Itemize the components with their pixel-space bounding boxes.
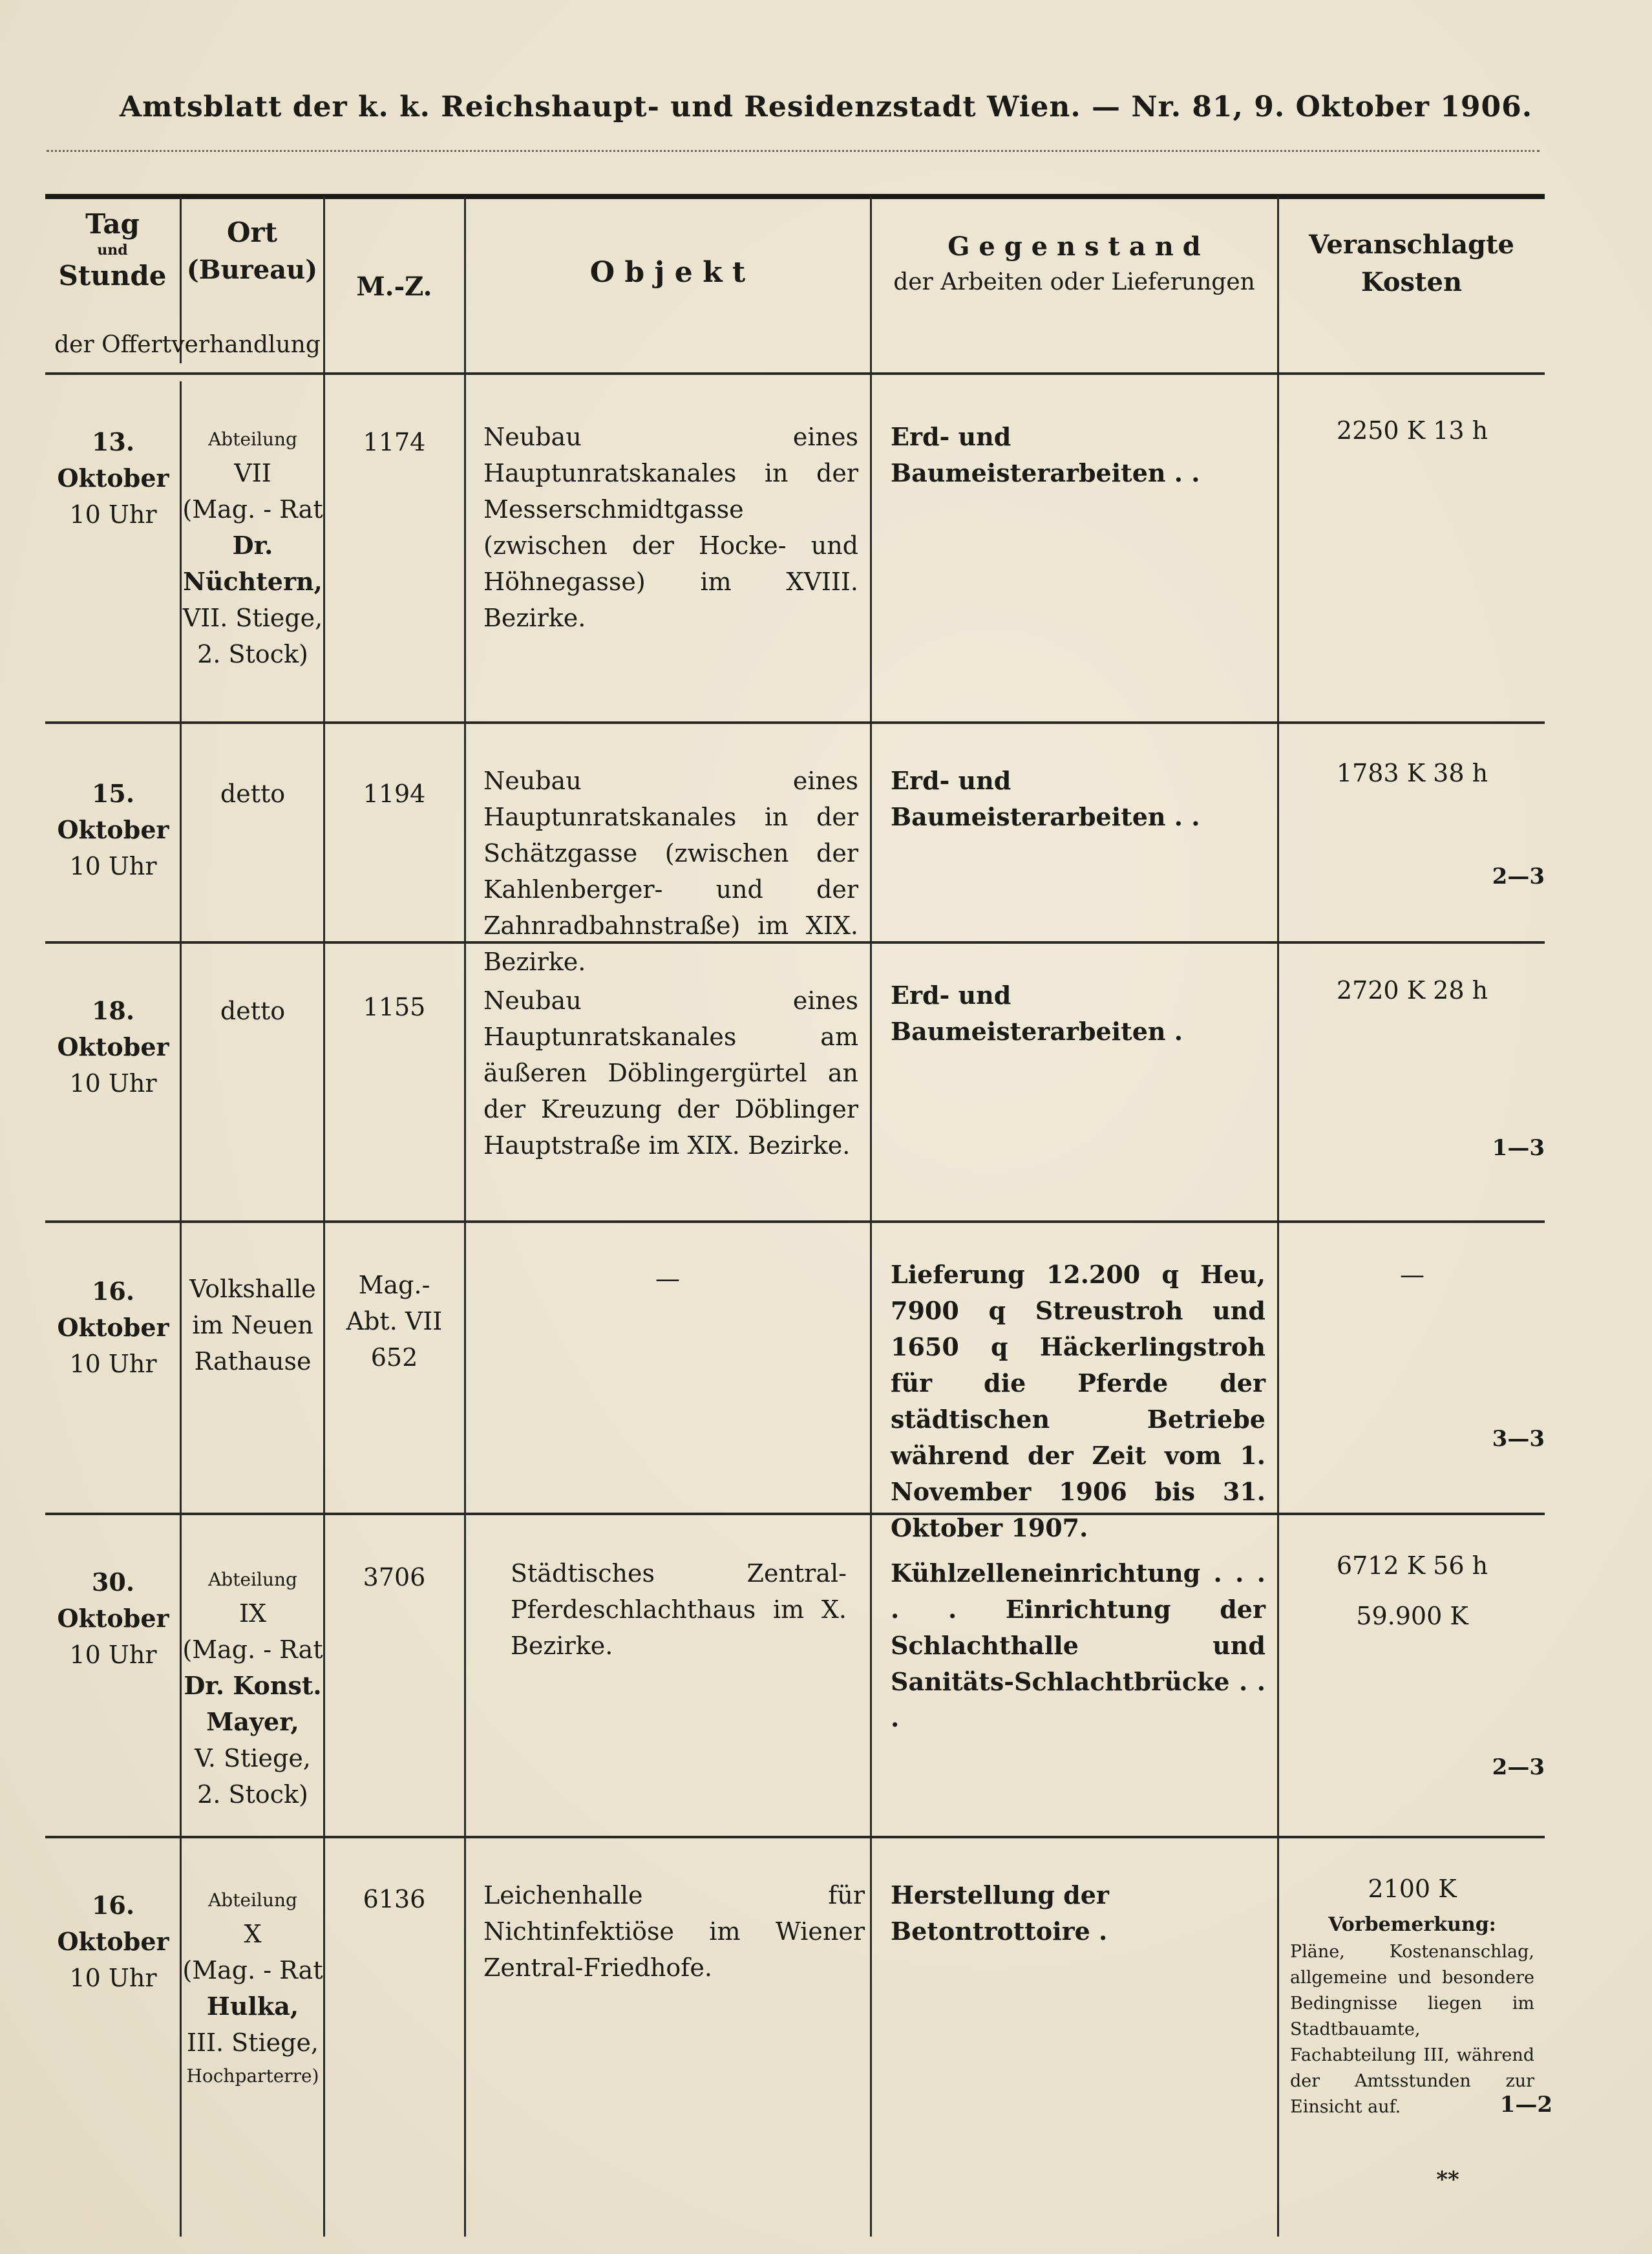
- place-line: V. Stiege,: [195, 1744, 311, 1772]
- row-date: 16. Oktober: [57, 1891, 169, 1956]
- col-divider-4: [870, 197, 872, 2237]
- row-gegenstand: Lieferung 12.200 q Heu, 7900 q Streustroh und 1650 q Häckerlingstroh für die Pferde der städtischen Betriebe während der Zeit vom 1. November 1906 bis 31. Oktober 1907.: [891, 1260, 1265, 1542]
- header-place: [181, 213, 323, 288]
- place-line: Mayer,: [206, 1707, 299, 1736]
- row-place: detto: [220, 780, 286, 808]
- place-line: Dr.: [232, 531, 273, 560]
- row-marker: 1—3: [1492, 1135, 1545, 1161]
- row-time: 10 Uhr: [69, 500, 157, 529]
- row-kosten-1: 2100 K: [1368, 1875, 1457, 1903]
- row-kosten: 2250 K 13 h: [1336, 416, 1488, 445]
- row-kosten-1: 6712 K 56 h: [1336, 1551, 1488, 1580]
- row-gegenstand: Kühlzelleneinrichtung . . . . . Einrichtung der Schlachthalle und Sanitäts-Schlachtbrücke . . .: [891, 1558, 1265, 1732]
- header-objekt: O b j e k t: [589, 256, 746, 289]
- header-bottom-rule: [45, 372, 1545, 375]
- header-date-line3: Stunde: [58, 260, 167, 292]
- row-place: [182, 1271, 323, 1379]
- header-gegenstand-line2: der Arbeiten oder Lieferungen: [893, 269, 1255, 295]
- place-line: 2. Stock): [197, 640, 308, 668]
- col-divider-2: [323, 197, 325, 2237]
- row-place: [182, 1564, 323, 1813]
- row-kosten-2: 59.900 K: [1356, 1602, 1468, 1630]
- place-line: III. Stiege,: [186, 2028, 319, 2057]
- table-row-date: [45, 424, 181, 533]
- row-time: 10 Uhr: [69, 1641, 157, 1669]
- row-time: 10 Uhr: [69, 852, 157, 880]
- place-line: VII. Stiege,: [182, 604, 323, 632]
- row-objekt: Leichenhalle für Nichtinfektiöse im Wiener Zentral-Friedhofe.: [483, 1881, 865, 1982]
- row-kosten: 1783 K 38 h: [1336, 759, 1488, 787]
- row-gegenstand: Herstellung der Betontrottoire .: [891, 1880, 1109, 1946]
- header-kosten-line2: Kosten: [1361, 267, 1463, 297]
- place-line: Abteilung: [208, 429, 297, 450]
- row-objekt: Neubau eines Hauptunratskanales am äußeren Döblingergürtel an der Kreuzung der Döblinger Hauptstraße im XIX. Bezirke.: [483, 986, 858, 1160]
- row-date: 30. Oktober: [57, 1568, 169, 1633]
- row-date: 18. Oktober: [57, 996, 169, 1061]
- row-kosten: [1280, 1547, 1545, 1634]
- place-line: Abteilung: [208, 1569, 297, 1590]
- row-time: 10 Uhr: [69, 1069, 157, 1098]
- header-place-line1: Ort: [226, 217, 278, 248]
- row-mz: 1155: [363, 993, 426, 1021]
- table-row-date: [45, 1273, 181, 1382]
- row-kosten: —: [1400, 1260, 1424, 1289]
- row-objekt: —: [655, 1264, 680, 1293]
- header-mz: M.-Z.: [356, 271, 432, 302]
- row-divider-5: [45, 1836, 1545, 1838]
- header-rule: [47, 150, 1540, 152]
- place-line: (Mag. - Rat: [182, 1956, 323, 1984]
- row-mz: 1194: [363, 780, 426, 808]
- row-time: 10 Uhr: [69, 1964, 157, 1992]
- row-mz: 6136: [363, 1885, 426, 1913]
- table-row-date: [45, 993, 181, 1101]
- place-line: (Mag. - Rat: [182, 495, 323, 524]
- row-mz: 3706: [363, 1563, 426, 1591]
- row-marker: 1—2: [1499, 2092, 1552, 2118]
- table-row-date: [45, 776, 181, 884]
- row-time: 10 Uhr: [69, 1350, 157, 1378]
- place-line: 2. Stock): [197, 1780, 308, 1809]
- row-kosten: 2720 K 28 h: [1336, 976, 1488, 1005]
- place-line: Hochparterre): [186, 2065, 319, 2087]
- header-date-line2: und: [97, 242, 128, 259]
- row-divider-3: [45, 1220, 1545, 1223]
- table-row-date: [45, 1887, 181, 1996]
- header-offert-sub: der Offertverhandlung: [54, 332, 321, 358]
- header-kosten: [1278, 226, 1545, 301]
- header-gegenstand: [871, 229, 1277, 300]
- place-line: im Neuen: [192, 1311, 313, 1339]
- row-place: [182, 1885, 323, 2092]
- row-mz: Mag.-Abt. VII 652: [346, 1271, 443, 1372]
- row-divider-1: [45, 721, 1545, 724]
- row-gegenstand: Erd- und Baumeisterarbeiten . .: [891, 766, 1200, 831]
- page-header: Amtsblatt der k. k. Reichshaupt- und Residenzstadt Wien. — Nr. 81, 9. Oktober 1906.: [119, 90, 1533, 123]
- row-kosten: [1286, 1871, 1538, 2120]
- row-gegenstand: Erd- und Baumeisterarbeiten .: [891, 981, 1183, 1046]
- row-mz: 1174: [363, 428, 426, 456]
- row-objekt: Neubau eines Hauptunratskanales in der Schätzgasse (zwischen der Kahlenberger- und der Zahnradbahnstraße) im XIX. Bezirke.: [483, 767, 858, 976]
- note-title: Vorbemerkung:: [1328, 1913, 1496, 1936]
- row-place: [182, 424, 323, 672]
- header-gegenstand-line1: G e g e n s t a n d: [948, 231, 1201, 262]
- place-line: (Mag. - Rat: [182, 1635, 323, 1664]
- table-top-rule: [45, 194, 1545, 199]
- row-divider-4: [45, 1513, 1545, 1515]
- header-date-time: [45, 207, 180, 293]
- row-marker: 3—3: [1492, 1426, 1545, 1452]
- table-row-date: [45, 1564, 181, 1673]
- col-divider-5: [1277, 197, 1279, 2237]
- row-date: 13. Oktober: [57, 427, 169, 493]
- row-date: 16. Oktober: [57, 1277, 169, 1342]
- row-objekt: Städtisches Zentral-Pferdeschlachthaus im X. Bezirke.: [511, 1559, 847, 1660]
- footer-mark: **: [1436, 2167, 1459, 2193]
- row-gegenstand: Erd- und Baumeisterarbeiten . .: [891, 422, 1200, 487]
- place-line: VII: [234, 459, 271, 487]
- header-date-line1: Tag: [85, 208, 140, 240]
- row-date: 15. Oktober: [57, 779, 169, 844]
- place-line: Volkshalle: [189, 1275, 316, 1303]
- place-line: Hulka,: [206, 1992, 299, 2021]
- header-place-line2: (Bureau): [186, 255, 318, 285]
- place-line: IX: [238, 1599, 267, 1628]
- place-line: Abteilung: [208, 1889, 297, 1911]
- place-line: Dr. Konst.: [184, 1671, 322, 1700]
- place-line: Rathause: [194, 1347, 312, 1376]
- note-text: Pläne, Kostenanschlag, allgemeine und besondere Bedingnisse liegen im Stadtbauamte, Fachabteilung III, während der Amtsstunden zur Einsicht auf.: [1290, 1942, 1534, 2117]
- header-kosten-line1: Veranschlagte: [1309, 229, 1514, 260]
- row-place: detto: [220, 997, 286, 1025]
- row-marker: 2—3: [1492, 1754, 1545, 1780]
- col-divider-3: [464, 197, 466, 2237]
- place-line: X: [244, 1920, 262, 1948]
- row-objekt: Neubau eines Hauptunratskanales in der Messerschmidtgasse (zwischen der Hocke- und Höhnegasse) im XVIII. Bezirke.: [483, 423, 858, 632]
- row-marker: 2—3: [1492, 864, 1545, 889]
- place-line: Nüchtern,: [183, 567, 323, 596]
